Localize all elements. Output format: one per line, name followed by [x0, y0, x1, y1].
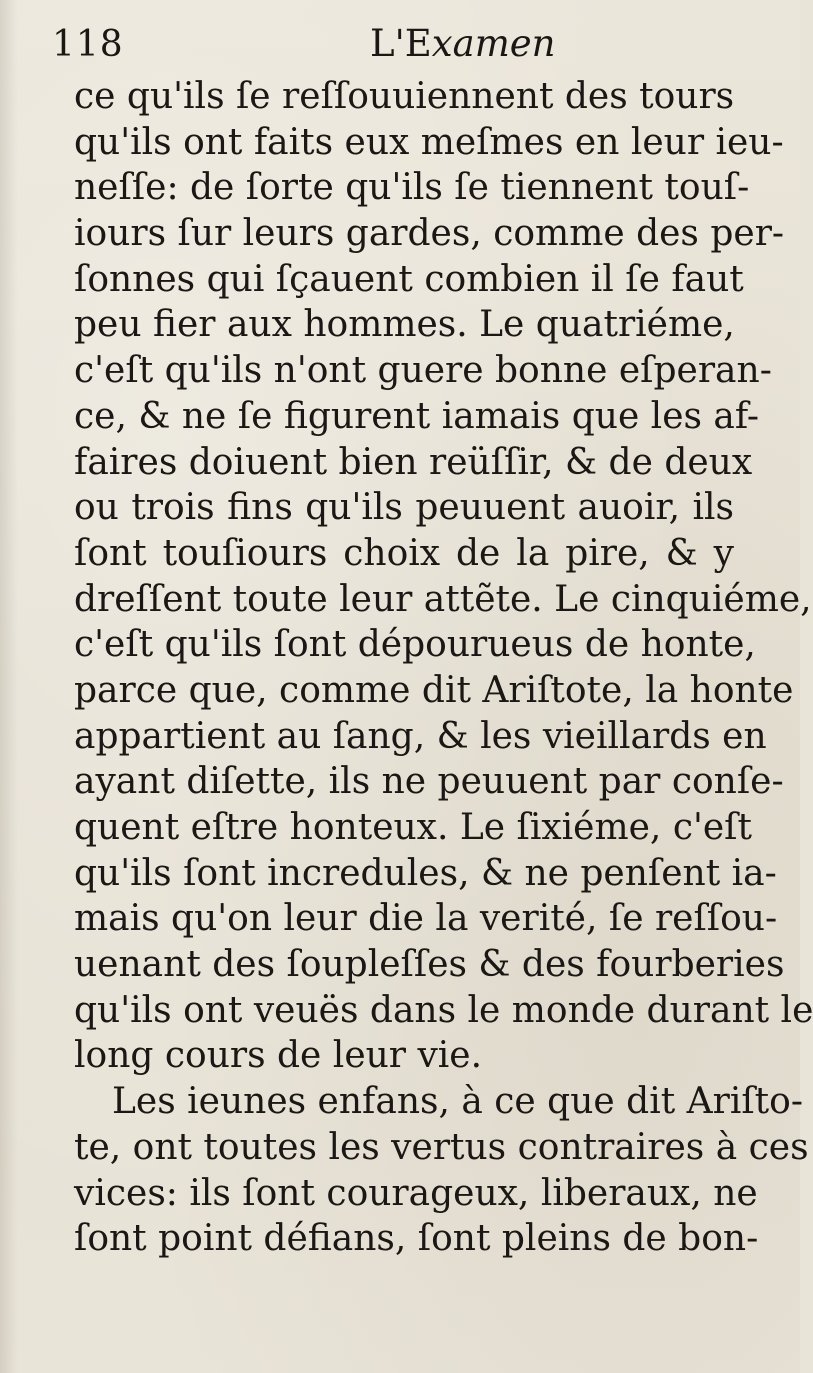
text-line: iours ſur leurs gardes, comme des per- — [74, 213, 785, 255]
running-head — [370, 22, 556, 65]
text-line: dreſſent toute leur attẽte. Le cinquiéme, — [74, 578, 812, 620]
text-line: c'eſt qu'ils ſont dépourueus de honte, — [74, 624, 756, 666]
text-line: ou trois fins qu'ils peuuent auoir, ils — [74, 487, 734, 529]
body-text — [74, 74, 813, 1262]
text-line: qu'ils ont faits eux meſmes en leur ieu- — [74, 121, 784, 163]
text-line: quent eſtre honteux. Le ſixiéme, c'eſt — [74, 807, 752, 848]
text-line: qu'ils ont veuës dans le monde durant le — [74, 989, 813, 1031]
text-line: mais qu'on leur die la verité, ſe reſſou- — [74, 898, 778, 940]
text-line: uenant des ſoupleſſes & des fourberies — [74, 944, 785, 986]
text-line: qu'ils ſont incredules, & ne penſent ia- — [74, 852, 777, 894]
paragraph-1 — [74, 74, 813, 1079]
paragraph-2 — [74, 1079, 809, 1262]
text-line: Les ieunes enfans, à ce que dit Ariſto- — [112, 1081, 803, 1123]
text-line: te, ont toutes les vertus contraires à ces — [74, 1126, 809, 1168]
text-line: ayant diſette, ils ne peuuent par conſe- — [74, 761, 784, 803]
text-line: ce, & ne ſe figurent iamais que les af- — [74, 395, 760, 437]
text-line: peu fier aux hommes. Le quatriéme, — [74, 304, 735, 346]
page-edge-shadow — [0, 0, 18, 1373]
page-header — [52, 18, 732, 78]
running-head-rest: xamen — [431, 22, 556, 65]
text-line: ſonnes qui ſçauent combien il ſe faut — [74, 258, 744, 300]
text-line: ſont point défians, ſont pleins de bon- — [74, 1218, 759, 1260]
text-line: vices: ils ſont courageux, liberaux, ne — [74, 1172, 758, 1214]
text-line: appartient au ſang, & les vieillards en — [74, 715, 767, 757]
text-line: faires doiuent bien reüſſir, & de deux — [74, 441, 753, 483]
text-line: ſont touſiours choix de la pire, & y — [74, 532, 734, 574]
text-line: long cours de leur vie. — [74, 1035, 483, 1077]
running-head-cap: L'E — [370, 22, 432, 65]
page-number: 118 — [52, 24, 124, 65]
text-line: c'eſt qu'ils n'ont guere bonne eſperan- — [74, 350, 772, 392]
text-line: parce que, comme dit Ariſtote, la honte — [74, 669, 794, 711]
text-line: neſſe: de ſorte qu'ils ſe tiennent touſ- — [74, 167, 750, 209]
text-line: ce qu'ils ſe reſſouuiennent des tours — [74, 76, 735, 117]
